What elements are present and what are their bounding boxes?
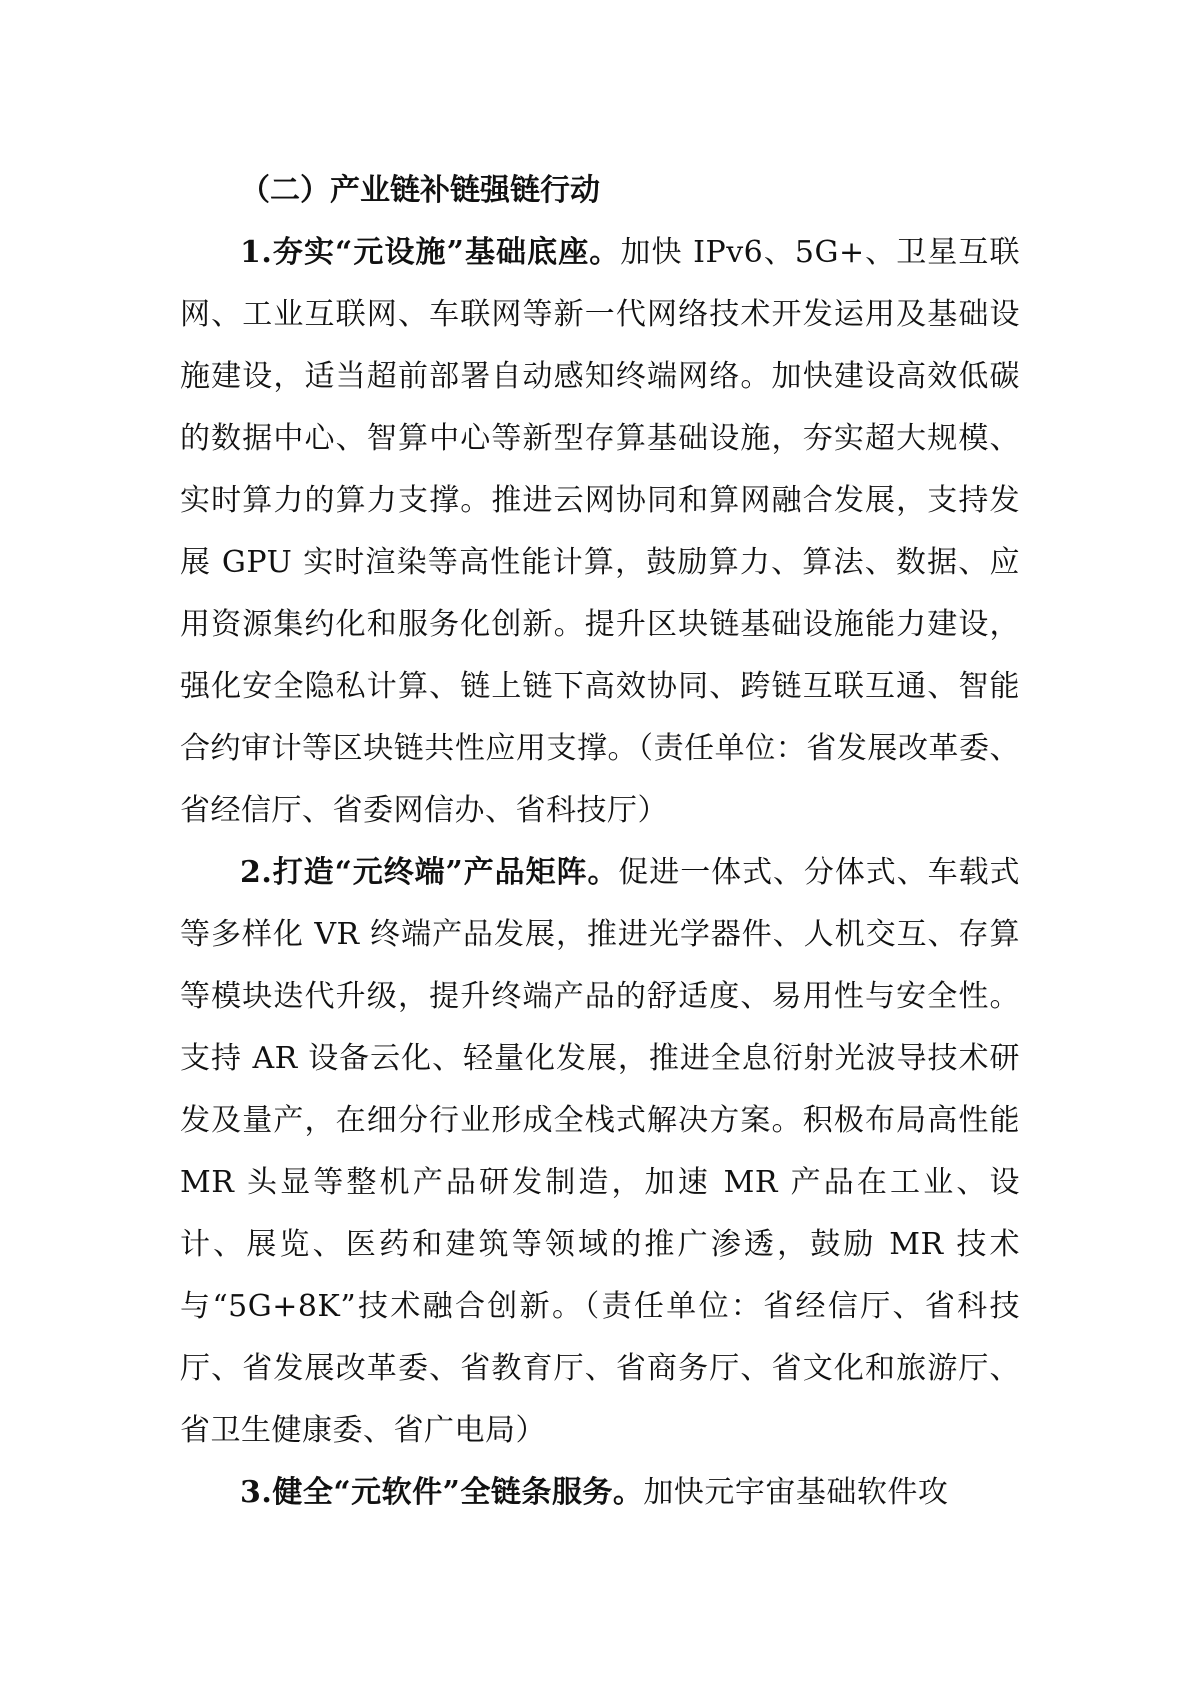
- document-page: [180, 160, 1020, 1524]
- section-heading: （二）产业链补链强链行动: [240, 173, 600, 208]
- paragraph-lead: 2.打造“元终端”产品矩阵。: [240, 855, 619, 890]
- paragraph-body: 加快元宇宙基础软件攻: [643, 1475, 949, 1510]
- paragraph-body: 促进一体式、分体式、车载式等多样化 VR 终端产品发展，推进光学器件、人机交互、存算等模块迭代升级，提升终端产品的舒适度、易用性与安全性。支持 AR 设备云化、轻量化发展，推进全息衍射光波导技术研发及量产，在细分行业形成全栈式解决方案。积极布局高性能 MR 头显等整机产品研发制造，加速 MR 产品在工业、设计、展览、医药和建筑等领域的推广渗透，鼓励 MR 技术与“5G+8K”技术融合创新。（责任单位：省经信厅、省科技厅、省发展改革委、省教育厅、省商务厅、省文化和旅游厅、省卫生健康委、省广电局）: [180, 855, 1020, 1448]
- paragraph-lead: 1.夯实“元设施”基础底座。: [240, 235, 621, 270]
- paragraph-body: 加快 IPv6、5G+、卫星互联网、工业互联网、车联网等新一代网络技术开发运用及基础设施建设，适当超前部署自动感知终端网络。加快建设高效低碳的数据中心、智算中心等新型存算基础设施，夯实超大规模、实时算力的算力支撑。推进云网协同和算网融合发展，支持发展 GPU 实时渲染等高性能计算，鼓励算力、算法、数据、应用资源集约化和服务化创新。提升区块链基础设施能力建设，强化安全隐私计算、链上链下高效协同、跨链互联互通、智能合约审计等区块链共性应用支撑。（责任单位：省发展改革委、省经信厅、省委网信办、省科技厅）: [180, 235, 1020, 828]
- paragraph-terminals: [180, 842, 1020, 1462]
- paragraph-lead: 3.健全“元软件”全链条服务。: [240, 1475, 644, 1510]
- paragraph-software: [180, 1462, 1020, 1524]
- paragraph-infrastructure: [180, 222, 1020, 842]
